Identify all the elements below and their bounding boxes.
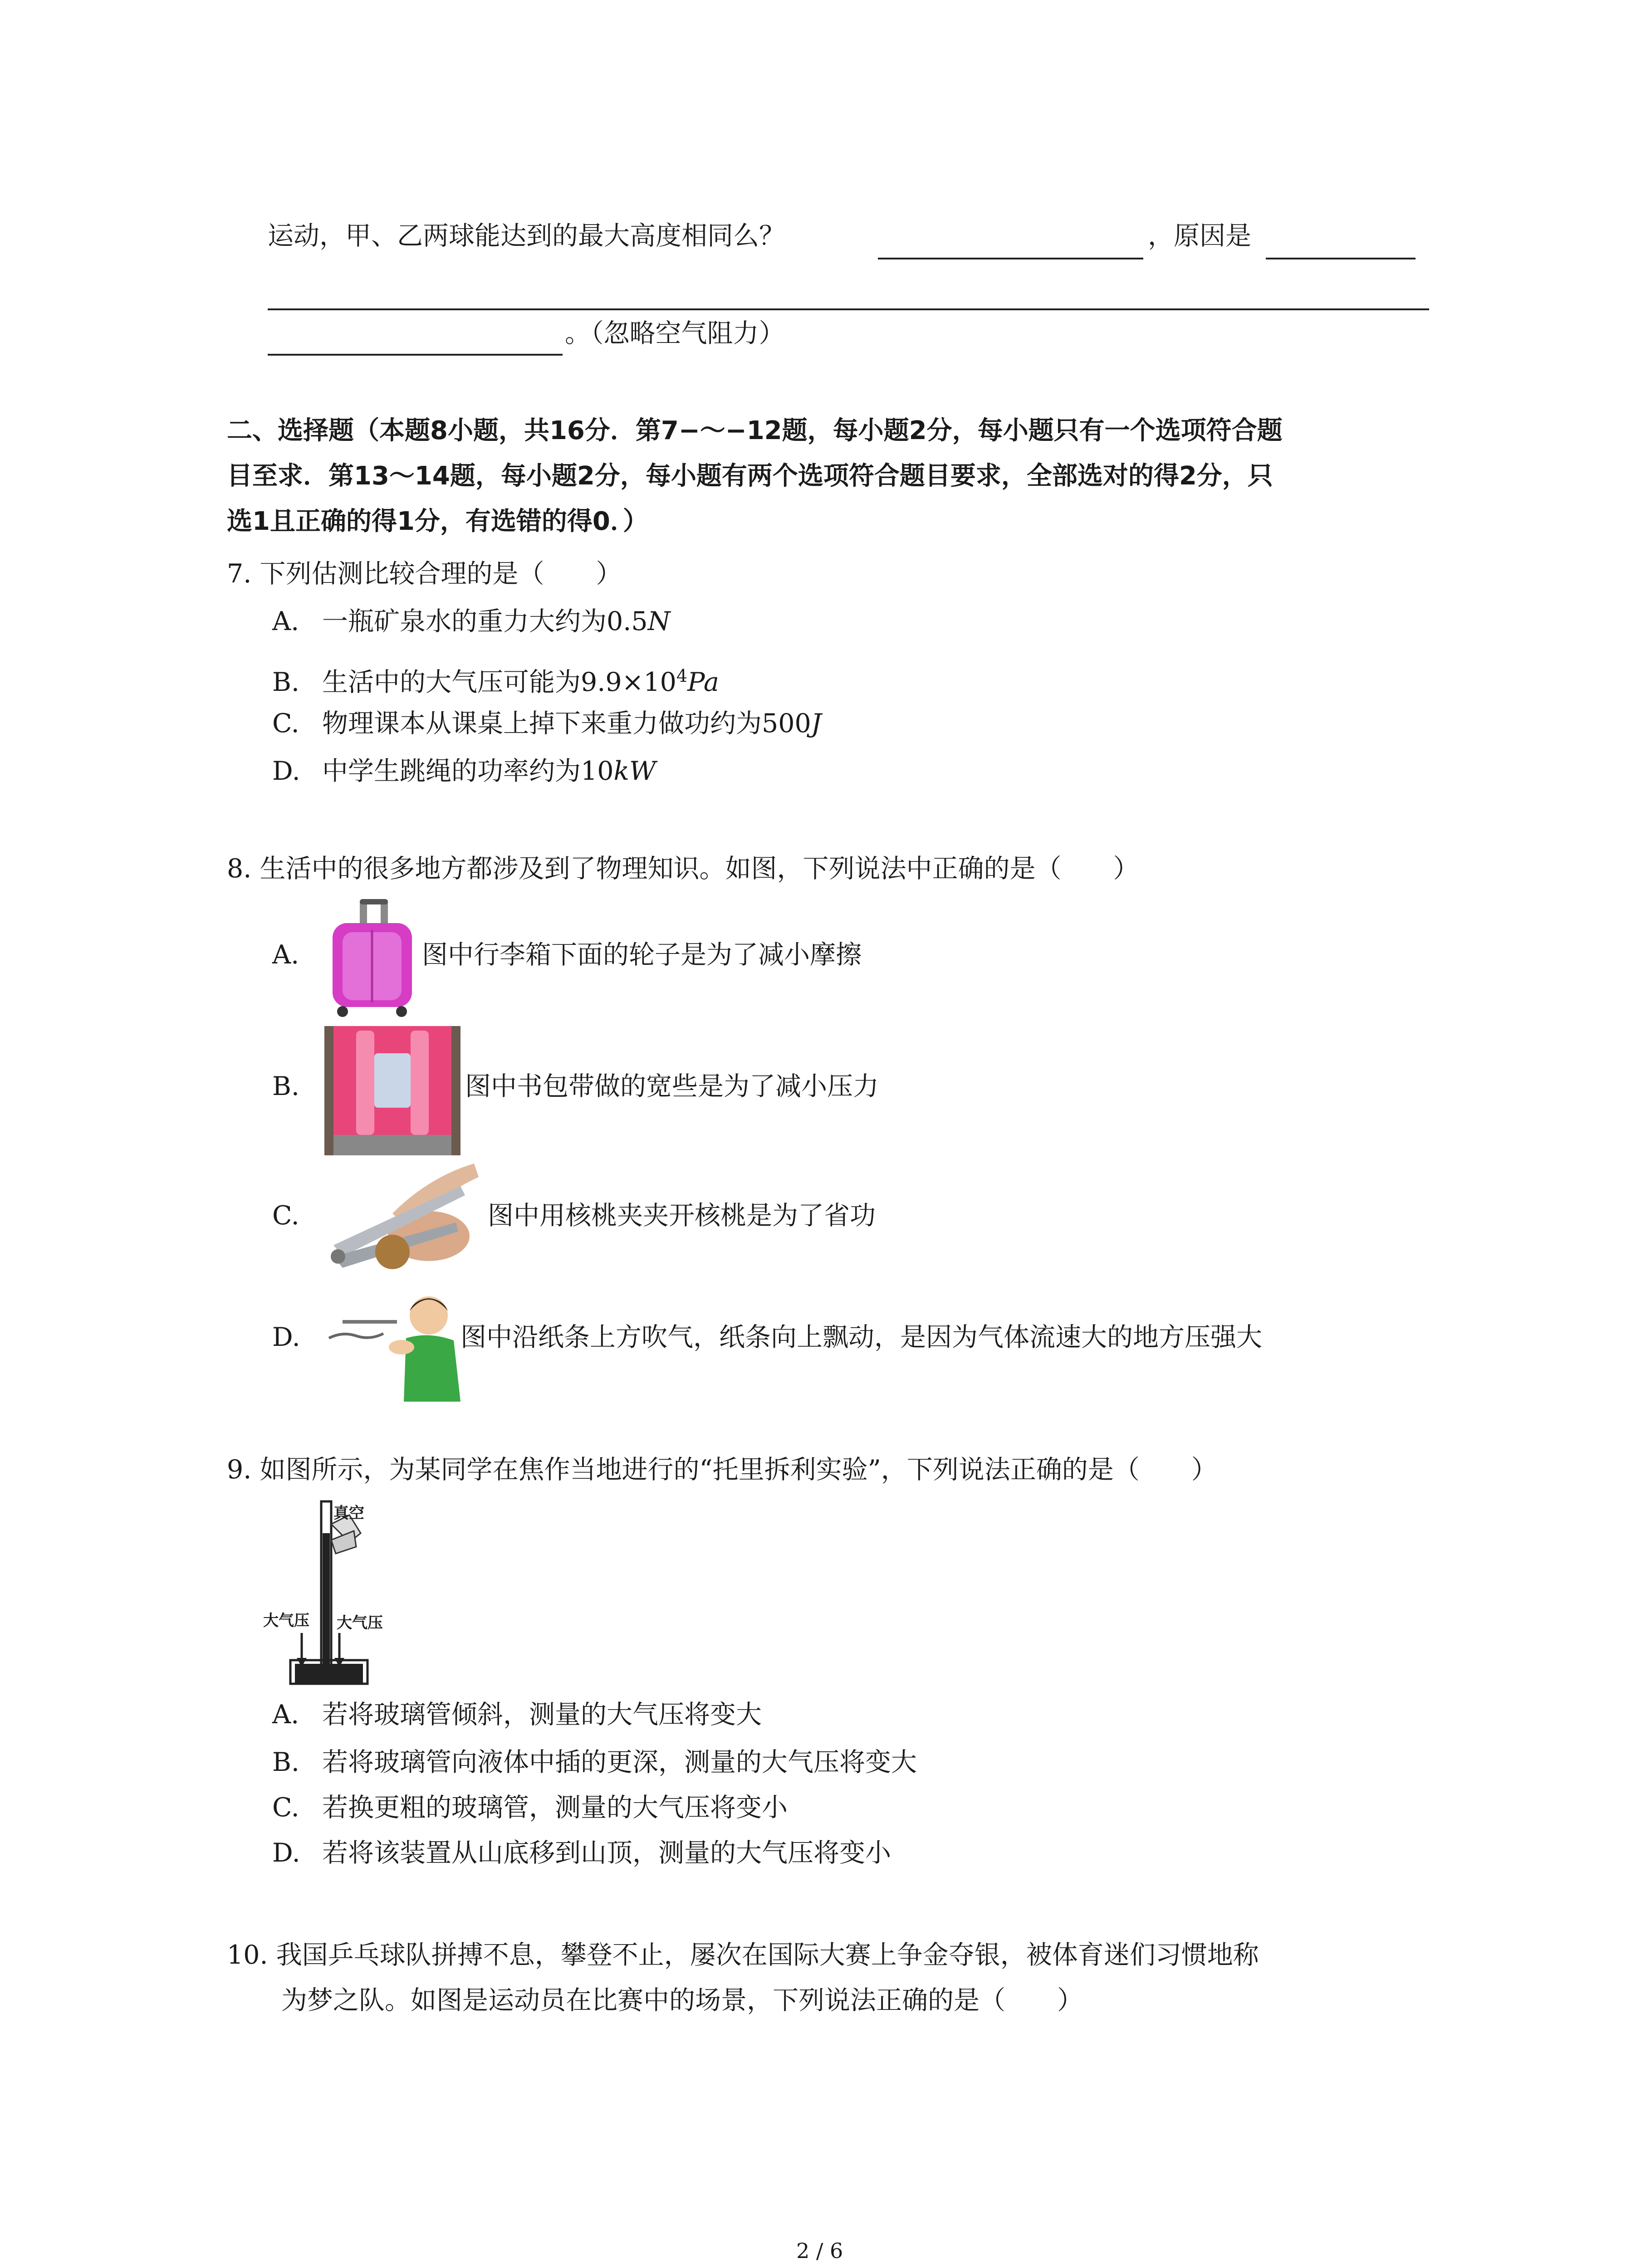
suitcase-image xyxy=(324,898,420,1018)
q7-option-d[interactable] xyxy=(272,753,656,789)
answer-blank-1[interactable] xyxy=(878,258,1143,259)
q7-option-c-letter: C. xyxy=(272,709,299,738)
q9-stem: 9. 如图所示，为某同学在焦作当地进行的“托里拆利实验”，下列说法正确的是（ ） xyxy=(227,1455,1217,1485)
answer-blank-4[interactable] xyxy=(268,354,563,356)
carryover-line1-mid: ，原因是 xyxy=(1148,221,1251,251)
vacuum-label: 真空 xyxy=(333,1504,364,1522)
q9-option-a[interactable] xyxy=(272,1696,762,1733)
q8-option-b-text: 图中书包带做的宽些是为了减小压力 xyxy=(465,1071,879,1101)
q7-option-c-unit: J xyxy=(811,709,822,738)
q7-option-c[interactable] xyxy=(272,705,822,742)
q9-option-c-letter: C. xyxy=(272,1793,299,1823)
q9-option-a-letter: A. xyxy=(272,1700,299,1730)
boy-blowing-paper-image xyxy=(324,1288,460,1402)
carryover-line1: 运动，甲、乙两球能达到的最大高度相同么？ xyxy=(268,221,785,251)
nutcracker-image xyxy=(324,1159,479,1281)
torricelli-figure xyxy=(263,1497,399,1687)
q7-option-a-unit: N xyxy=(647,606,671,636)
q9-option-d[interactable] xyxy=(272,1835,891,1871)
q8-option-a-letter[interactable]: A. xyxy=(272,940,299,970)
q9-option-d-text: 若将该装置从山底移到山顶，测量的大气压将变小 xyxy=(322,1838,891,1868)
q8-option-a-text: 图中行李箱下面的轮子是为了减小摩擦 xyxy=(422,940,862,970)
q7-option-b-sup: 4 xyxy=(676,666,688,686)
q7-option-a-letter: A. xyxy=(272,606,299,636)
q9-option-b-letter: B. xyxy=(272,1747,300,1777)
q7-option-a[interactable] xyxy=(272,603,671,640)
atm-right-label: 大气压 xyxy=(337,1614,383,1632)
q7-option-b-text: 生活中的大气压可能为9.9×10 xyxy=(322,667,676,697)
q8-option-c-letter[interactable]: C. xyxy=(272,1201,299,1231)
q9-option-a-text: 若将玻璃管倾斜，测量的大气压将变大 xyxy=(322,1700,762,1730)
q7-option-d-letter: D. xyxy=(272,756,300,786)
backpack-image xyxy=(324,1026,460,1155)
q9-option-d-letter: D. xyxy=(272,1838,300,1868)
q8-option-c-text: 图中用核桃夹夹开核桃是为了省功 xyxy=(488,1201,876,1231)
q9-option-b-text: 若将玻璃管向液体中插的更深，测量的大气压将变大 xyxy=(322,1747,917,1777)
q7-option-c-text: 物理课本从课桌上掉下来重力做功约为500 xyxy=(322,709,811,738)
section2-heading-line2: 目至求．第13～14题，每小题2分，每小题有两个选项符合题目要求，全部选对的得2分，只 xyxy=(227,461,1273,491)
page-number: 2 / 6 xyxy=(796,2239,843,2263)
q7-option-d-unit: kW xyxy=(613,756,656,786)
carryover-line3-tail: 。（忽略空气阻力） xyxy=(565,318,785,348)
q8-option-d-text: 图中沿纸条上方吹气，纸条向上飘动，是因为气体流速大的地方压强大 xyxy=(460,1322,1262,1352)
section2-heading-line3: 选1且正确的得1分，有选错的得0．） xyxy=(227,507,648,536)
q8-option-d-letter[interactable]: D. xyxy=(272,1322,300,1352)
q9-option-c[interactable] xyxy=(272,1789,788,1826)
q7-option-b-unit: Pa xyxy=(687,667,719,697)
answer-blank-2[interactable] xyxy=(1266,258,1416,259)
torricelli-diagram xyxy=(263,1497,399,1687)
q10-stem-line1: 10. 我国乒乓球队拼搏不息，攀登不止，屡次在国际大赛上争金夺银，被体育迷们习惯地称 xyxy=(227,1940,1259,1970)
q10-stem-line2: 为梦之队。如图是运动员在比赛中的场景，下列说法正确的是（ ） xyxy=(281,1985,1083,2015)
q7-option-b[interactable] xyxy=(272,658,719,700)
q7-option-a-text: 一瓶矿泉水的重力大约为0.5 xyxy=(322,606,648,636)
section2-heading-line1: 二、选择题（本题8小题，共16分．第7−～−12题，每小题2分，每小题只有一个选项符合题 xyxy=(227,416,1283,445)
q7-option-d-text: 中学生跳绳的功率约为10 xyxy=(322,756,614,786)
q9-option-c-text: 若换更粗的玻璃管，测量的大气压将变小 xyxy=(322,1793,788,1823)
q8-stem: 8. 生活中的很多地方都涉及到了物理知识。如图，下列说法中正确的是（ ） xyxy=(227,854,1139,884)
q7-option-b-letter: B. xyxy=(272,667,300,697)
q9-option-b[interactable] xyxy=(272,1744,917,1780)
answer-blank-3[interactable] xyxy=(268,308,1429,310)
q7-stem: 7. 下列估测比较合理的是（ ） xyxy=(227,559,622,589)
q8-option-b-letter[interactable]: B. xyxy=(272,1071,300,1101)
atm-left-label: 大气压 xyxy=(263,1612,309,1630)
